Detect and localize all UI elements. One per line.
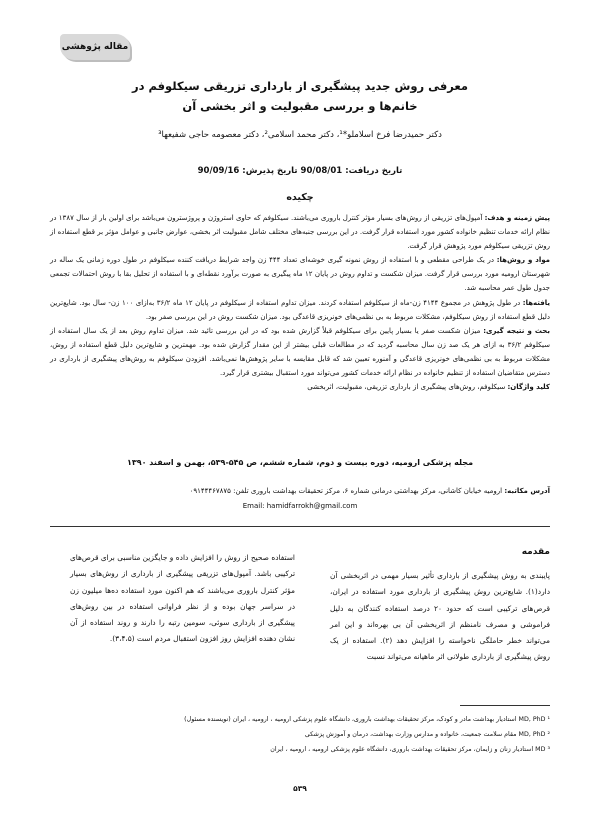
- footnote-1: ¹ MD, PhD استادیار بهداشت مادر و کودک، مرکز تحقیقات بهداشت باروری، دانشگاه علوم پزشکی ارومیه ، ارومیه ، ایران (نویسنده مسئول): [184, 716, 550, 723]
- conclusion-text: میزان شکست صفر یا بسیار پایین برای سیکلوفم قبلاً گزارش شده بود که در این بررسی تائید شد. میزان تداوم روش بعد از یک سال استفاده از سیکلوفم ۳۶/۲ به ازای هر یک صد زن سال محاسبه گردید که در مطالعات قبلی بیشتر از این مقدار گزارش شده بود. مهمترین و شایع‌ترین دلیل قطع استفاده از روش، مشکلات مربوط به بی نظمی‌های خونریزی قاعدگی و آمنوره تعیین شد که قابل مقایسه با سایر پژوهش‌ها نمی‌باشد. افزودن سیکلوفم به روش‌های پیشگیری از بارداری در دسترس متقاضیان استفاده از تنظیم خانواده در نظام ارائه خدمات کشور می‌تواند مورد استقبال بیشتری قرار گیرد.: [50, 326, 550, 378]
- results-text: در طول پژوهش در مجموع ۴۱۴۴ زن-ماه از سیکلوفم استفاده کردند. میزان تداوم استفاده از سیکلوفم در پایان ۱۲ ماه ۳۶/۲ به‌ازای ۱۰۰ زن- سال بود. شایع‌ترین دلیل قطع استفاده از روش سیکلوفم، مشکلات مربوط به بی نظمی‌های خونریزی قاعدگی بود. میزان شکست روش در این بررسی صفر بود.: [50, 298, 550, 321]
- background-text: آمپول‌های تزریقی از روش‌های بسیار مؤثر کنترل باروری می‌باشند. سیکلوفم که حاوی استروژن و پروژسترون می‌باشد برای اولین بار از سال ۱۳۸۷ در نظام ارائه خدمات تنظیم خانواده کشور مورد استفاده قرار گرفت. در این بررسی جنبه‌های مختلف شامل مقبولیت اثر بخشی، عوارض جانبی و عوامل مؤثر بر قطع استفاده از روش تزریقی سیکلوفم مورد پژوهش قرار گرفت.: [50, 214, 550, 251]
- footnote-3: ³ MD استادیار زنان و زایمان، مرکز تحقیقات بهداشت باروری، دانشگاه علوم پزشکی ارومیه ، ارومیه ، ایران: [270, 746, 550, 753]
- footnote-2: ² MD, PhD مقام سلامت جمعیت، خانواده و مدارس وزارت بهداشت، درمان و آموزش پزشکی: [304, 731, 550, 738]
- article-type-badge: مقاله پژوهشی: [60, 34, 130, 60]
- author-list: دکتر حمیدرضا فرخ اسلاملو*¹، دکتر محمد اسلامی²، دکتر معصومه حاجی شفیعها³: [158, 130, 442, 140]
- keywords-text: سیکلوفم، روش‌های پیشگیری از بارداری تزریقی، مقبولیت، اثربخشی: [307, 383, 508, 392]
- abstract-conclusion: [50, 324, 550, 380]
- abstract-body: [50, 211, 550, 394]
- footnote-rule: [460, 705, 550, 706]
- address-text: ارومیه خیابان کاشانی، مرکز بهداشتی درمانی شماره ۶، مرکز تحقیقات بهداشت باروری تلفن: ۰۹۱۴۴۴۶۷۸۷۵: [189, 487, 505, 495]
- address-label: آدرس مکاتبه:: [504, 487, 550, 495]
- introduction-heading: مقدمه: [521, 547, 550, 557]
- journal-reference: مجله پزشکی ارومیه، دوره بیست و دوم، شماره ششم، ص ۵۴۵-۵۳۹، بهمن و اسفند ۱۳۹۰: [126, 458, 474, 467]
- abstract-methods: [50, 253, 550, 295]
- abstract-heading: چکیده: [286, 192, 314, 203]
- page-number: ۵۳۹: [293, 784, 307, 793]
- received-accepted-dates: تاریخ دریافت: 90/08/01 تاریخ پذیرش: 90/09/16: [197, 166, 403, 176]
- section-divider: [50, 526, 550, 527]
- footnotes: [50, 712, 550, 757]
- background-label: پیش زمینه و هدف:: [484, 214, 550, 222]
- intro-column-right: پایبندی به روش پیشگیری از بارداری تأثیر بسیار مهمی در اثربخشی آن دارد(۱). شایع‌ترین روش پیشگیری از بارداری مورد استفاده در ایران، قرص‌های ترکیبی است که حدود ۲۰ درصد استفاده کنندگان به دلیل فراموشی و مصرف نامنظم از اثربخشی آن بی بهره‌اند و این امر می‌تواند خطر حاملگی ناخواسته را افزایش دهد (۲). استفاده از یک روش پیشگیری از بارداری طولانی اثر ماهیانه می‌تواند نسبت: [330, 571, 550, 662]
- title-line-1: معرفی روش جدید پیشگیری از بارداری تزریقی سیکلوفم در: [131, 79, 469, 93]
- abstract-keywords: [50, 380, 550, 394]
- article-title: [120, 76, 480, 116]
- correspondence-email: Email: hamidfarrokh@gmail.com: [242, 502, 358, 510]
- abstract-background: [50, 211, 550, 253]
- correspondence-address: [50, 484, 550, 498]
- results-label: یافته‌ها:: [522, 298, 550, 307]
- methods-label: مواد و روش‌ها:: [496, 256, 551, 265]
- keywords-label: کلید واژگان:: [507, 383, 550, 392]
- abstract-results: [50, 296, 550, 324]
- conclusion-label: بحث و نتیجه گیری:: [483, 326, 550, 335]
- methods-text: در یک طراحی مقطعی و با استفاده از روش نمونه گیری خوشه‌ای تعداد ۴۴۴ زن واجد شرایط دریافت کننده سیکلوفم در طول دوره زمانی یک ساله در شهرستان ارومیه مورد بررسی قرار گرفت. میزان شکست و تداوم روش در پایان ۱۲ ماه پیگیری به صورت برآورد نقطه‌ای و با استفاده از تحلیل بقا با روش احتمالات تجمعی جدول طول عمر محاسبه شد.: [50, 256, 550, 293]
- intro-column-left: استفاده صحیح از روش را افزایش داده و جایگزین مناسبی برای قرص‌های ترکیبی باشد. آمپول‌های تزریقی پیشگیری از بارداری از روش‌های بسیار مؤثر کنترل باروری می‌باشند که هم اکنون مورد استفاده ده‌ها میلیون زن در سراسر جهان بوده و از نظر فراوانی استفاده در بین روش‌های پیشگیری از بارداری سوئی، سومین رتبه را دارند و روند استفاده از آن نشان دهنده افزایش روز افزون استقبال مردم است (۳،۴،۵).: [70, 553, 295, 644]
- title-line-2: خانم‌ها و بررسی مقبولیت و اثر بخشی آن: [182, 99, 418, 113]
